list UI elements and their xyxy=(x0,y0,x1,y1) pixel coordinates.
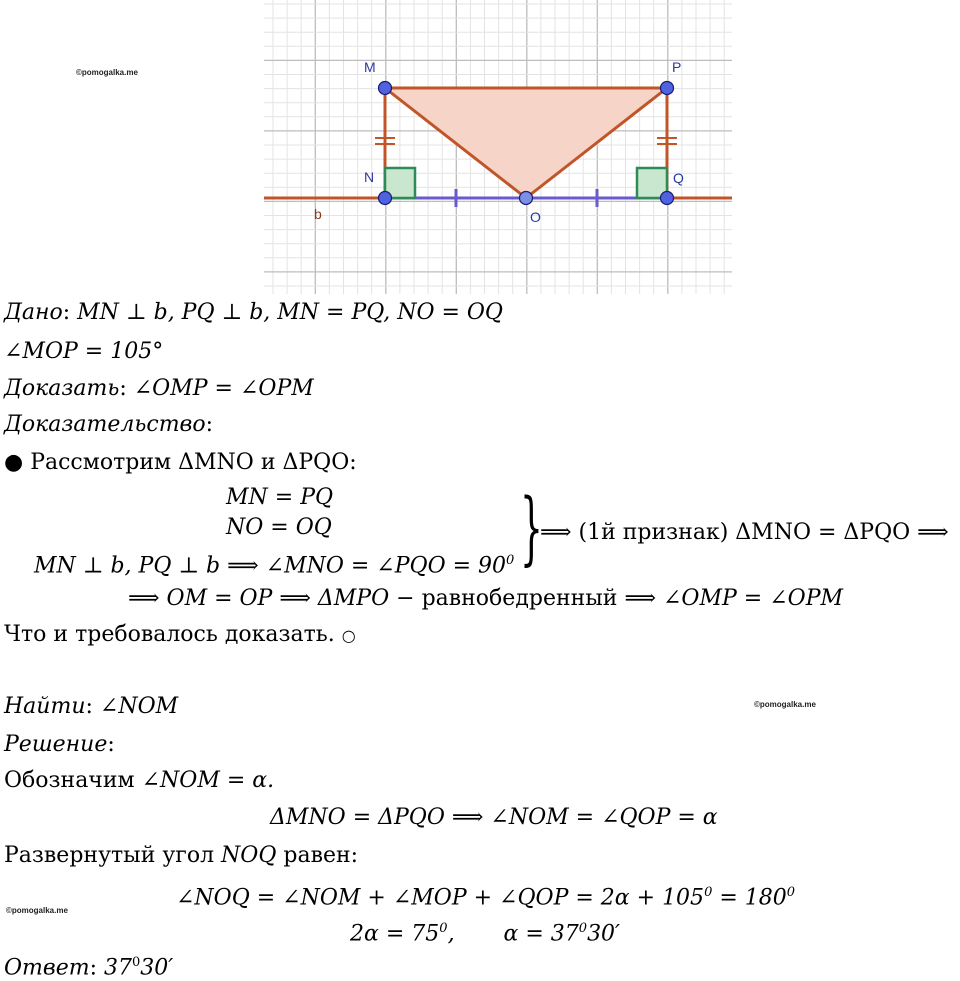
label-m: M xyxy=(364,59,376,75)
solution-straight-a: Развернутый угол xyxy=(4,843,215,868)
proof-eq1: MN = PQ xyxy=(226,485,334,510)
solution-sum-b: = 180 xyxy=(712,885,787,911)
point-q xyxy=(661,192,674,205)
label-b: b xyxy=(314,206,322,222)
answer-label: Ответ xyxy=(4,955,90,981)
proof-consider: ● Рассмотрим ΔMNO и ΔPQO: xyxy=(4,450,357,475)
solution-sum-a: ∠NOQ = ∠NOM + ∠MOP + ∠QOP = 2α + 105 xyxy=(176,885,705,911)
answer-value-sup: 0 xyxy=(132,955,141,970)
solution-calc-c: 30′ xyxy=(587,921,621,947)
proof-line2-a: ⟹ OM = OP ⟹ ΔMPO − xyxy=(128,586,415,611)
proof-label-line: Доказательство: xyxy=(4,412,214,437)
find-label: Найти xyxy=(4,694,86,719)
given-line: Дано: MN ⊥ b, PQ ⊥ b, MN = PQ, NO = OQ xyxy=(4,300,503,325)
label-n: N xyxy=(364,169,375,185)
point-o xyxy=(520,192,533,205)
label-p: P xyxy=(672,59,682,75)
solution-eq-triangles: ΔMNO = ΔPQO ⟹ ∠NOM = ∠QOP = α xyxy=(270,805,718,830)
solution-sum-sup2: 0 xyxy=(786,885,796,900)
given-text: MN ⊥ b, PQ ⊥ b, MN = PQ, NO = OQ xyxy=(77,300,503,325)
proof-conclusion: ⟹ (1й признак) ΔMNO = ΔPQO ⟹ xyxy=(540,520,949,545)
point-m xyxy=(379,82,392,95)
given-label: Дано xyxy=(4,300,63,325)
solution-label: Решение xyxy=(4,732,108,757)
solution-denote xyxy=(4,768,274,794)
solution-denote-a: Обозначим xyxy=(4,768,135,793)
solution-denote-b: ∠NOM = α. xyxy=(141,768,275,793)
solution-calc xyxy=(350,916,620,947)
geometry-figure xyxy=(0,0,960,300)
proof-eq3-sup: 0 xyxy=(506,553,515,568)
watermark-middle: ©pomogalka.me xyxy=(754,700,816,709)
proof-line2 xyxy=(128,586,843,612)
answer-value-a: 37 xyxy=(104,955,132,981)
proof-qed-mark: ○ xyxy=(341,626,356,645)
proof-eq3-text: MN ⊥ b, PQ ⊥ b ⟹ ∠MNO = ∠PQO = 90 xyxy=(34,553,507,579)
solution-calc-sup1: 0 xyxy=(439,921,448,936)
label-q: Q xyxy=(673,170,684,186)
answer-value-b: 30′ xyxy=(140,955,174,981)
point-p xyxy=(661,82,674,95)
solution-calc-b: , α = 37 xyxy=(447,921,579,947)
proof-qed xyxy=(4,622,356,649)
prove-label: Доказать xyxy=(4,376,120,401)
proof-label: Доказательство xyxy=(4,412,206,437)
prove-line: Доказать: ∠OMP = ∠OPM xyxy=(4,376,314,401)
solution-calc-sup2: 0 xyxy=(578,921,588,936)
solution-straight xyxy=(4,843,358,869)
watermark-top: ©pomogalka.me xyxy=(76,68,138,77)
prove-text: ∠OMP = ∠OPM xyxy=(133,376,314,401)
point-n xyxy=(379,192,392,205)
label-o: O xyxy=(530,209,541,225)
proof-eq2: NO = OQ xyxy=(226,515,332,540)
solution-straight-c: равен: xyxy=(283,843,359,868)
proof-qed-text: Что и требовалось доказать. xyxy=(4,622,335,647)
proof-line2-b: равнобедренный xyxy=(421,586,618,611)
find-text: ∠NOM xyxy=(99,694,179,719)
system-brace: } xyxy=(520,481,543,574)
solution-label-line: Решение: xyxy=(4,732,115,757)
solution-sum-sup1: 0 xyxy=(704,885,713,900)
solution-sum xyxy=(176,880,795,911)
watermark-bottom: ©pomogalka.me xyxy=(6,906,68,915)
proof-line2-c: ⟹ ∠OMP = ∠OPM xyxy=(624,586,844,611)
find-line: Найти: ∠NOM xyxy=(4,694,179,719)
given-angle: ∠MOP = 105° xyxy=(4,339,164,364)
proof-eq3 xyxy=(34,548,514,579)
answer-line: Ответ: $37^030'$ xyxy=(4,955,174,981)
solution-straight-b: NOQ xyxy=(221,843,277,868)
solution-calc-a: 2α = 75 xyxy=(350,921,440,947)
